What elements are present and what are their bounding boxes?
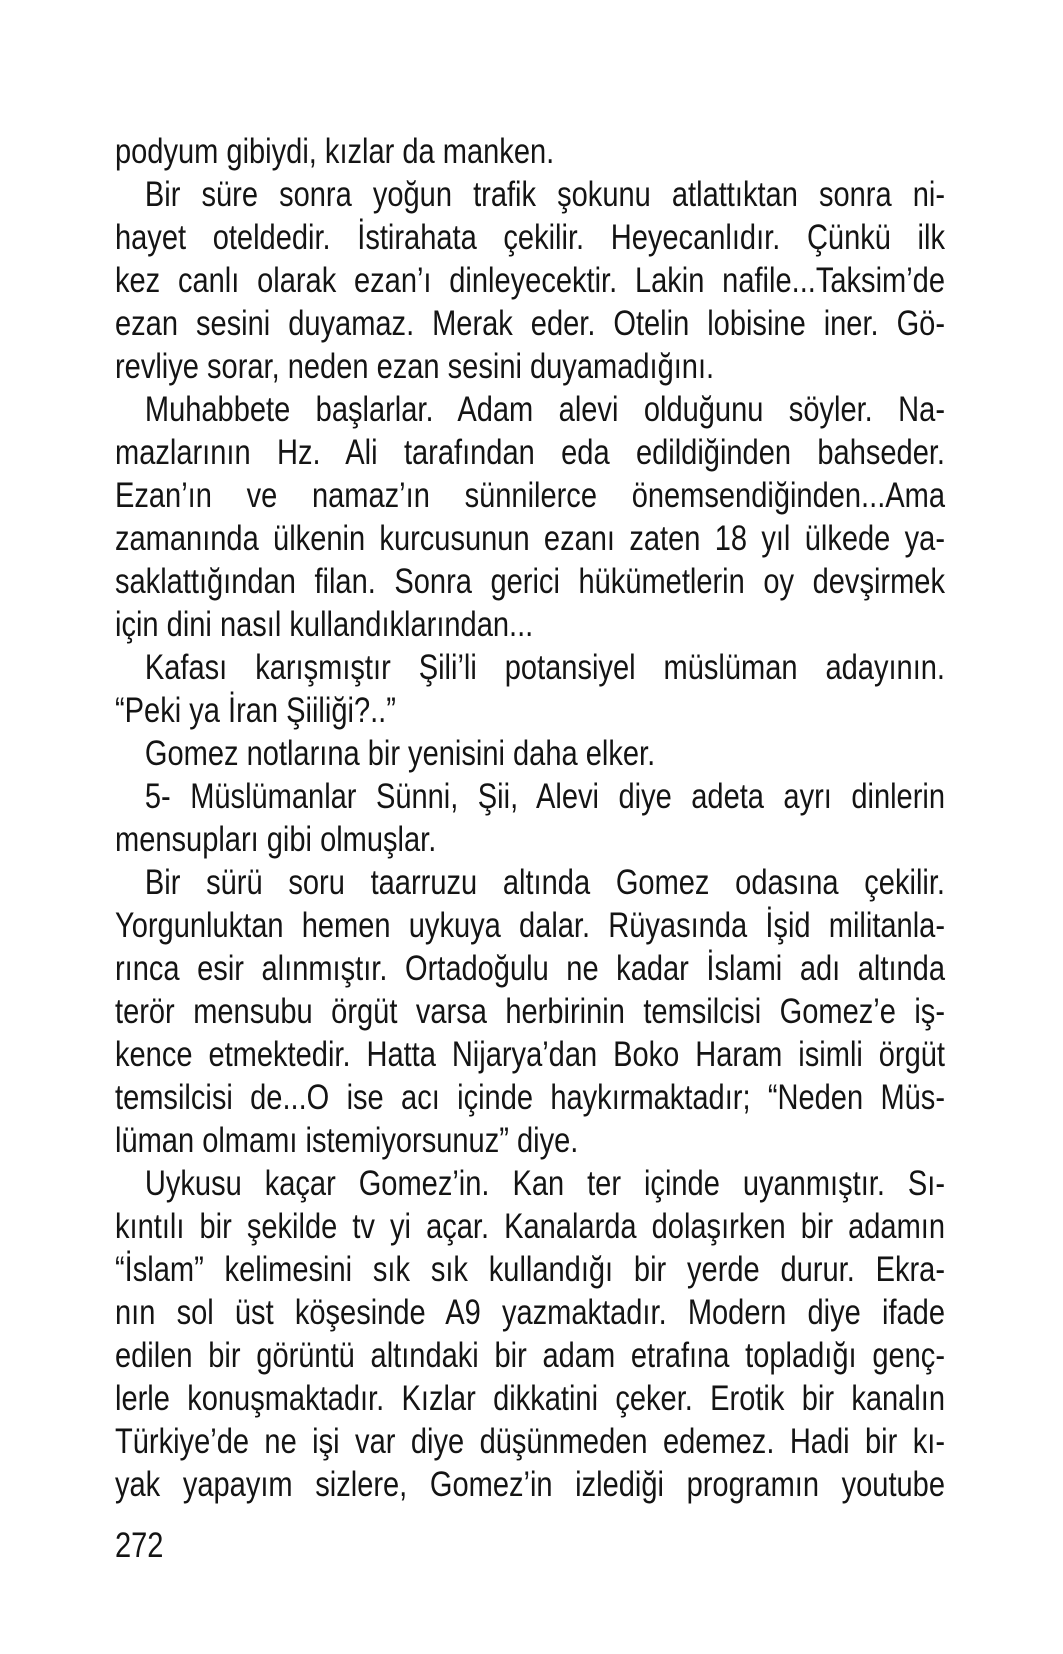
text-line: kıntılı bir şekilde tv yi açar. Kanalarda dolaşırken bir adamın [115,1207,945,1246]
text-line: edilen bir görüntü altındaki bir adam etrafına topladığı genç- [115,1336,945,1375]
text-line: ezan sesini duyamaz. Merak eder. Otelin lobisine iner. Gö- [115,304,945,343]
text-line: lerle konuşmaktadır. Kızlar dikkatini çeker. Erotik bir kanalın [115,1379,945,1418]
text-line: rınca esir alınmıştır. Ortadoğulu ne kadar İslami adı altında [115,949,945,988]
text-line: saklattığından filan. Sonra gerici hükümetlerin oy devşirmek [115,562,945,601]
text-line: “İslam” kelimesini sık sık kullandığı bir yerde durur. Ekra- [115,1250,945,1289]
paragraph [115,861,945,1162]
text-line: terör mensubu örgüt varsa herbirinin temsilcisi Gomez’e iş- [115,992,945,1031]
paragraph [115,646,945,732]
text-line: revliye sorar, neden ezan sesini duyamadığını. [115,347,715,386]
text-line: Yorgunluktan hemen uykuya dalar. Rüyasında İşid militanla- [115,906,945,945]
text-line: lüman olmamı istemiyorsunuz” diye. [115,1121,579,1160]
text-line: kez canlı olarak ezan’ı dinleyecektir. Lakin nafile...Taksim’de [115,261,945,300]
text-line: Ezan’ın ve namaz’ın sünnilerce önemsendiğinden...Ama [115,476,945,515]
text-line: yak yapayım sizlere, Gomez’in izlediği programın youtube [115,1465,945,1504]
text-line: 5- Müslümanlar Sünni, Şii, Alevi diye adeta ayrı dinlerin [144,777,945,816]
paragraph [115,775,945,861]
text-line: Türkiye’de ne işi var diye düşünmeden edemez. Hadi bir kı- [115,1422,945,1461]
text-line: için dini nasıl kullandıklarından... [115,605,534,644]
paragraph [115,732,945,775]
paragraph [115,173,945,388]
text-line: Uykusu kaçar Gomez’in. Kan ter içinde uyanmıştır. Sı- [144,1164,945,1203]
paragraph [115,130,945,173]
text-line: temsilcisi de...O ise acı içinde haykırmaktadır; “Neden Müs- [115,1078,945,1117]
body-text [115,130,945,1506]
text-line: mensupları gibi olmuşlar. [115,820,437,859]
text-line: “Peki ya İran Şiiliği?..” [115,691,396,730]
text-line: Kafası karışmıştır Şili’li potansiyel müslüman adayının. [144,648,945,687]
text-line: nın sol üst köşesinde A9 yazmaktadır. Modern diye ifade [115,1293,945,1332]
page-number: 272 [115,1526,164,1565]
text-line: hayet oteldedir. İstirahata çekilir. Heyecanlıdır. Çünkü ilk [115,218,945,257]
text-line: mazlarının Hz. Ali tarafından eda edildiğinden bahseder. [115,433,945,472]
text-line: Bir sürü soru taarruzu altında Gomez odasına çekilir. [144,863,945,902]
paragraph [115,388,945,646]
text-line: kence etmektedir. Hatta Nijarya’dan Boko Haram isimli örgüt [115,1035,945,1074]
text-line: Gomez notlarına bir yenisini daha elker. [144,734,656,773]
text-line: podyum gibiydi, kızlar da manken. [115,132,555,171]
text-line: Bir süre sonra yoğun trafik şokunu atlattıktan sonra ni- [144,175,945,214]
text-line: Muhabbete başlarlar. Adam alevi olduğunu söyler. Na- [144,390,945,429]
paragraph [115,1162,945,1506]
text-line: zamanında ülkenin kurcusunun ezanı zaten 18 yıl ülkede ya- [115,519,945,558]
